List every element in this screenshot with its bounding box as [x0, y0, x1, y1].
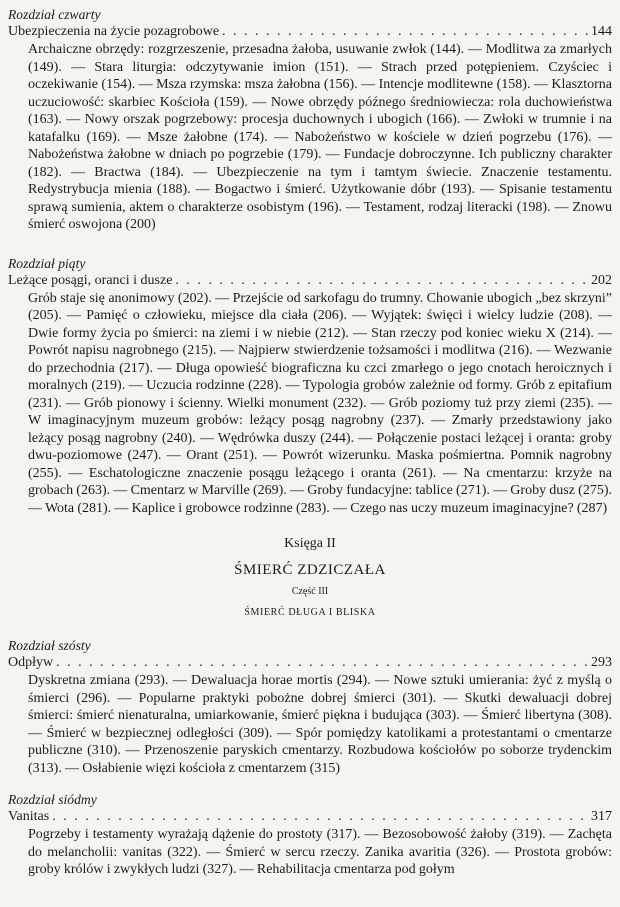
chapter-heading: Rozdział siódmy	[8, 792, 97, 807]
chapter-title-line	[8, 23, 612, 41]
dot-leader	[52, 808, 588, 826]
dot-leader	[175, 272, 588, 290]
chapter-title-line	[8, 808, 612, 826]
chapter-heading: Rozdział piąty	[8, 255, 86, 271]
chapter-6	[8, 637, 612, 777]
chapter-heading: Rozdział szósty	[8, 638, 91, 653]
page-number: 317	[591, 809, 612, 824]
book-title: ŚMIERĆ ZDZICZAŁA	[234, 562, 386, 578]
book-label: Księga II	[284, 536, 336, 551]
chapter-title: Leżące posągi, oranci i dusze	[8, 272, 173, 288]
chapter-title: Ubezpieczenia na życie pozagrobowe	[8, 24, 220, 39]
page-number: 293	[591, 655, 612, 670]
page-number: 202	[591, 272, 612, 288]
book-heading	[8, 535, 612, 620]
part-title: ŚMIERĆ DŁUGA I BLISKA	[244, 607, 376, 618]
dot-leader	[222, 23, 588, 41]
chapter-title: Odpływ	[8, 655, 54, 670]
chapter-4	[8, 6, 612, 234]
chapter-title-line	[8, 654, 612, 672]
chapter-7	[8, 791, 612, 879]
chapter-heading: Rozdział czwarty	[8, 7, 101, 22]
chapter-summary: Grób staje się anonimowy (202). — Przejście od sarkofagu do trumny. Chowanie ubogich „bez skrzyni” (205). — Pamięć o człowieku, miejsce dla ciała (206). — Wyjątek: święci i wielcy ludzie (208). — Dwie formy życia po śmierci: na ziemi i w niebie (212). — Stan rzeczy pod koniec wieku X (214). — Powrót napisu nagrobnego (215). — Najpierw stwierdzenie tożsamości i modlitwa (216). — Wezwanie do przechodnia (217). — Długa opowieść biograficzna ku czci zmarłego o jego cnotach heroicznych i moralnych (219). — Uczucia rodzinne (228). — Typologia grobów zależnie od formy. Grób z epitafium (231). — Grób pionowy i ścienny. Wielki monument (232). — Grób poziomy tuż przy ziemi (235). — W imaginacyjnym muzeum grobów: leżący posąg nagrobny (237). — Zmarły przedstawiony jako leżący posąg nagrobny (240). — Wędrówka duszy (244). — Połączenie postaci leżącej i oranta: groby dwu-poziomowe (247). — Orant (251). — Powrót wizerunku. Maska pośmiertna. Pomnik nagrobny (255). — Eschatologiczne znaczenie posągu leżącego i oranta (261). — Na cmentarzu: krzyże na grobach (263). — Cmentarz w Marville (269). — Groby fundacyjne: tablice (271). — Groby dusz (275). — Wota (281). — Kaplice i grobowce rodzinne (283). — Czego nas uczy muzeum imaginacyjne? (287)	[28, 290, 612, 516]
chapter-summary: Archaiczne obrzędy: rozgrzeszenie, przesadna żałoba, usuwanie zwłok (144). — Modlitwa za zmarłych (149). — Stara liturgia: odczytywanie imion (151). — Strach przed potępieniem. Czyściec i oczekiwanie (154). — Msza rzymska: msza żałobna (156). — Intencje modlitewne (158). — Klasztorna uczuciowość: skarbiec Kościoła (159). — Nowe obrzędy późnego średniowiecza: rola duchowieństwa (163). — Nowy orszak pogrzebowy: procesja duchownych i ubogich (166). — Zwłoki w trumnie i na katafalku (169). — Msze żałobne (174). — Nabożeństwo w kościele w dzień pogrzebu (176). — Nabożeństwa żałobne w dniach po pogrzebie (179). — Fundacje dobroczynne. Ich publiczny charakter (182). — Bractwa (184). — Ubezpieczenie na tym i tamtym świecie. Znaczenie testamentu. Redystrybucja mienia (188). — Bogactwo i śmierć. Użytkowanie dóbr (193). — Spisanie testamentu sprawą sumienia, aktem o charakterze osobistym (196). — Testament, rodzaj literacki (198). — Znowu śmierć oswojona (200)	[28, 42, 612, 232]
part-label: Część III	[291, 586, 329, 597]
chapter-summary: Pogrzeby i testamenty wyrażają dążenie do prostoty (317). — Bezosobowość żałoby (319). — Zachęta do melancholii: vanitas (322). — Śmierć w sercu rzeczy. Zanika avaritia (326). — Prostota grobów: groby królów i zwykłych ludzi (327). — Rehabilitacja cmentarza pod gołym	[28, 827, 612, 877]
dot-leader	[56, 654, 588, 672]
chapter-5	[8, 255, 612, 518]
chapter-title-line	[8, 272, 612, 290]
chapter-title: Vanitas	[8, 809, 50, 824]
page-number: 144	[591, 24, 612, 39]
chapter-summary: Dyskretna zmiana (293). — Dewaluacja horae mortis (294). — Nowe sztuki umierania: żyć z myślą o śmierci (296). — Popularne praktyki pobożne dobrej śmierci (301). — Skutki dewaluacji dobrej śmierci: śmierć nienaturalna, umiarkowanie, śmierć piękna i budująca (303). — Śmierć libertyna (308). — Śmierć w bezpiecznej odległości (309). — Spór pomiędzy katolikami a protestantami o cmentarze publiczne (310). — Przenoszenie paryskich cmentarzy. Rozbudowa kościołów po soborze trydenckim (313). — Osłabienie więzi kościoła z cmentarzem (315)	[28, 673, 612, 776]
